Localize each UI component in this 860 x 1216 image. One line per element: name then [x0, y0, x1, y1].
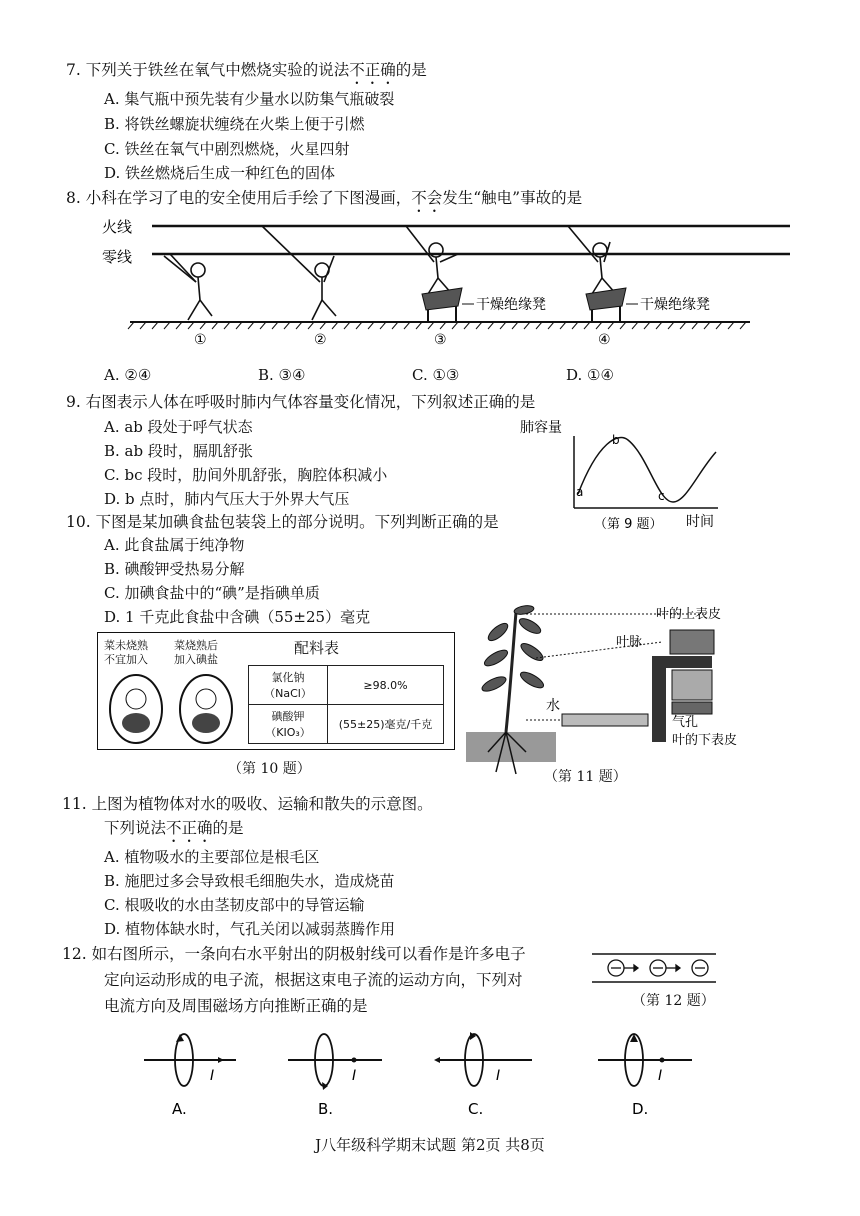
ingredient-name: 氯化钠 （NaCl）	[249, 666, 328, 705]
q7-option-b: B. 将铁丝螺旋状缠绕在火柴上便于引燃	[104, 115, 365, 133]
q9-option-a: A. ab 段处于呼气状态	[104, 418, 253, 436]
num-1: ①	[194, 332, 207, 348]
q11-caption: （第 11 题）	[544, 769, 627, 785]
q12-options-figure	[140, 1028, 700, 1120]
q11-stem-2: 下列说法不正确的是	[104, 819, 244, 837]
q7-stem: 7. 下列关于铁丝在氧气中燃烧实验的说法不正确的是	[66, 61, 427, 79]
q12-line-2: 定向运动形成的电子流，根据这束电子流的运动方向，下列对	[104, 971, 523, 989]
q10-option-a: A. 此食盐属于纯净物	[104, 536, 245, 554]
q9-stem: 9. 右图表示人体在呼吸时肺内气体容量变化情况，下列叙述正确的是	[66, 393, 536, 411]
q10-option-d: D. 1 千克此食盐中含碘（55±25）毫克	[104, 608, 371, 626]
num-2: ②	[314, 332, 327, 348]
q12-option-d: D.	[632, 1100, 649, 1118]
current-label-c: I	[496, 1068, 501, 1084]
label-lower: 叶的下表皮	[672, 733, 738, 748]
q9-option-c: C. bc 段时，肋间外肌舒张，胸腔体积减小	[104, 466, 388, 484]
q12-line-1: 12. 如右图所示，一条向右水平射出的阴极射线可以看作是许多电子	[62, 945, 526, 963]
label-vein: 叶脉	[616, 635, 643, 650]
graph-xlabel: 时间	[686, 514, 714, 530]
q12-electron-beam	[590, 950, 720, 990]
q12-caption: （第 12 题）	[632, 993, 715, 1009]
table-row	[249, 666, 444, 705]
q9-caption: （第 9 题）	[594, 517, 663, 532]
chef2-text: 菜烧熟后 加入碘盐	[174, 639, 218, 666]
num-4: ④	[598, 332, 611, 348]
current-label-a: I	[210, 1068, 215, 1084]
point-c: c	[658, 489, 665, 503]
q9-option-b: B. ab 段时，膈肌舒张	[104, 442, 253, 460]
lower-epidermis	[672, 702, 712, 714]
q9-graph	[518, 412, 728, 534]
label-upper: 叶的上表皮	[656, 607, 722, 622]
person-2	[262, 226, 336, 320]
q7-option-c: C. 铁丝在氧气中剧烈燃烧，火星四射	[104, 140, 350, 158]
chef1-text: 菜未烧熟 不宜加入	[104, 639, 148, 666]
stool-4	[586, 288, 626, 322]
graph-ylabel: 肺容量	[520, 420, 562, 436]
point-a: a	[576, 485, 584, 499]
q11-option-a: A. 植物吸水的主要部位是根毛区	[104, 848, 320, 866]
stool-label-4: 干燥绝缘凳	[640, 297, 710, 313]
label-water: 水	[546, 698, 560, 714]
zero-wire-label: 零线	[102, 248, 133, 266]
q11-stem-1: 11. 上图为植物体对水的吸收、运输和散失的示意图。	[62, 795, 433, 813]
q8-stem: 8. 小科在学习了电的安全使用后手绘了下图漫画，不会发生“触电”事故的是	[66, 189, 583, 207]
ingredient-value: ≥98.0%	[328, 666, 444, 705]
upper-epidermis	[670, 630, 714, 654]
q7-option-a: A. 集气瓶中预先装有少量水以防集气瓶破裂	[104, 90, 395, 108]
salt-label-box	[97, 632, 455, 750]
q8-option-b: B. ③④	[258, 366, 306, 384]
chef-icons	[102, 671, 242, 745]
q10-stem: 10. 下图是某加碘食盐包装袋上的部分说明。下列判断正确的是	[66, 513, 499, 531]
person-3	[406, 226, 458, 294]
table-row	[249, 705, 444, 744]
current-label-b: I	[352, 1068, 357, 1084]
q7-option-d: D. 铁丝燃烧后生成一种红色的固体	[104, 164, 336, 182]
page-footer: J八年级科学期末试题 第2页 共8页	[315, 1136, 545, 1154]
plant-stem	[506, 612, 516, 732]
ingredient-value: (55±25)毫克/千克	[328, 705, 444, 744]
q10-option-b: B. 碘酸钾受热易分解	[104, 560, 245, 578]
num-3: ③	[434, 332, 447, 348]
label-stoma: 气孔	[672, 715, 699, 730]
q11-option-c: C. 根吸收的水由茎韧皮部中的导管运输	[104, 896, 365, 914]
current-label-d: I	[658, 1068, 663, 1084]
q11-option-d: D. 植物体缺水时，气孔关闭以减弱蒸腾作用	[104, 920, 396, 938]
q12-option-b: B.	[318, 1100, 334, 1118]
q8-comic	[90, 212, 790, 352]
q12-option-a: A.	[172, 1100, 187, 1118]
graph-curve	[578, 438, 716, 502]
person-4	[568, 226, 616, 294]
stool-3	[422, 288, 462, 322]
ingredient-table	[248, 665, 444, 744]
water-vessel	[562, 714, 648, 726]
q9-option-d: D. b 点时，肺内气压大于外界大气压	[104, 490, 350, 508]
ingredient-name: 碘酸钾 （KIO₃）	[249, 705, 328, 744]
fire-wire-label: 火线	[102, 218, 133, 236]
vein-column	[652, 656, 666, 742]
q11-figure	[466, 602, 766, 786]
point-b: b	[612, 433, 620, 447]
q12-option-c: C.	[468, 1100, 484, 1118]
q10-caption: （第 10 题）	[228, 761, 311, 777]
q10-option-c: C. 加碘食盐中的“碘”是指碘单质	[104, 584, 320, 602]
table-title: 配料表	[294, 639, 340, 657]
person-1	[164, 254, 212, 320]
q11-option-b: B. 施肥过多会导致根毛细胞失水，造成烧苗	[104, 872, 395, 890]
q8-option-d: D. ①④	[566, 366, 614, 384]
q12-line-3: 电流方向及周围磁场方向推断正确的是	[104, 997, 368, 1015]
q8-option-c: C. ①③	[412, 366, 460, 384]
q8-option-a: A. ②④	[104, 366, 152, 384]
stool-label-3: 干燥绝缘凳	[476, 297, 546, 313]
